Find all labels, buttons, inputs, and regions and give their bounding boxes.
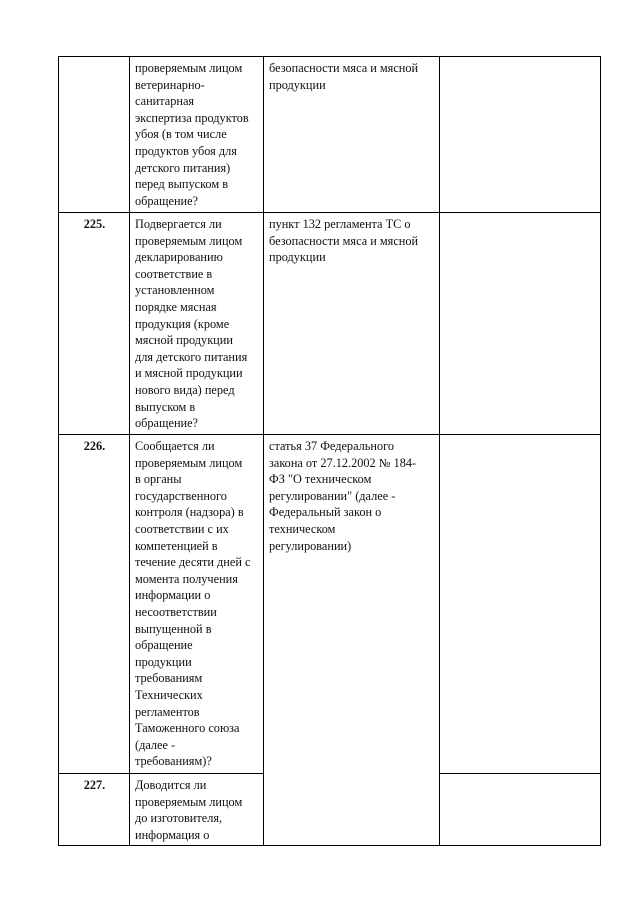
answer-cell <box>440 213 601 435</box>
question-cell: Сообщается ли проверяемым лицом в органы государственного контроля (надзора) в соответствии с их компетенцией в течение десяти дней с момента получения информации о несоответствии выпущенной в обращение продукции требованиям Технических регламентов Таможенного союза (далее - требованиям)? <box>130 435 264 774</box>
row-number: 226. <box>59 435 130 774</box>
reference-cell: статья 37 Федерального закона от 27.12.2002 № 184- ФЗ "О техническом регулировании" (далее - Федеральный закон о техническом регулировании) <box>264 435 440 846</box>
question-cell: Подвергается ли проверяемым лицом декларированию соответствие в установленном порядке мясная продукция (кроме мясной продукции для детского питания и мясной продукции нового вида) перед выпуском в обращение? <box>130 213 264 435</box>
checklist-table <box>58 56 601 846</box>
reference-cell: безопасности мяса и мясной продукции <box>264 57 440 213</box>
answer-cell <box>440 435 601 774</box>
row-number: 227. <box>59 774 130 846</box>
answer-cell <box>440 57 601 213</box>
table-row <box>59 213 601 435</box>
question-cell: Доводится ли проверяемым лицом до изготовителя, информация о <box>130 774 264 846</box>
row-number <box>59 57 130 213</box>
table-row <box>59 435 601 774</box>
reference-cell: пункт 132 регламента ТС о безопасности мяса и мясной продукции <box>264 213 440 435</box>
row-number: 225. <box>59 213 130 435</box>
answer-cell <box>440 774 601 846</box>
table-row <box>59 57 601 213</box>
question-cell: проверяемым лицом ветеринарно- санитарная экспертиза продуктов убоя (в том числе продуктов убоя для детского питания) перед выпуском в обращение? <box>130 57 264 213</box>
